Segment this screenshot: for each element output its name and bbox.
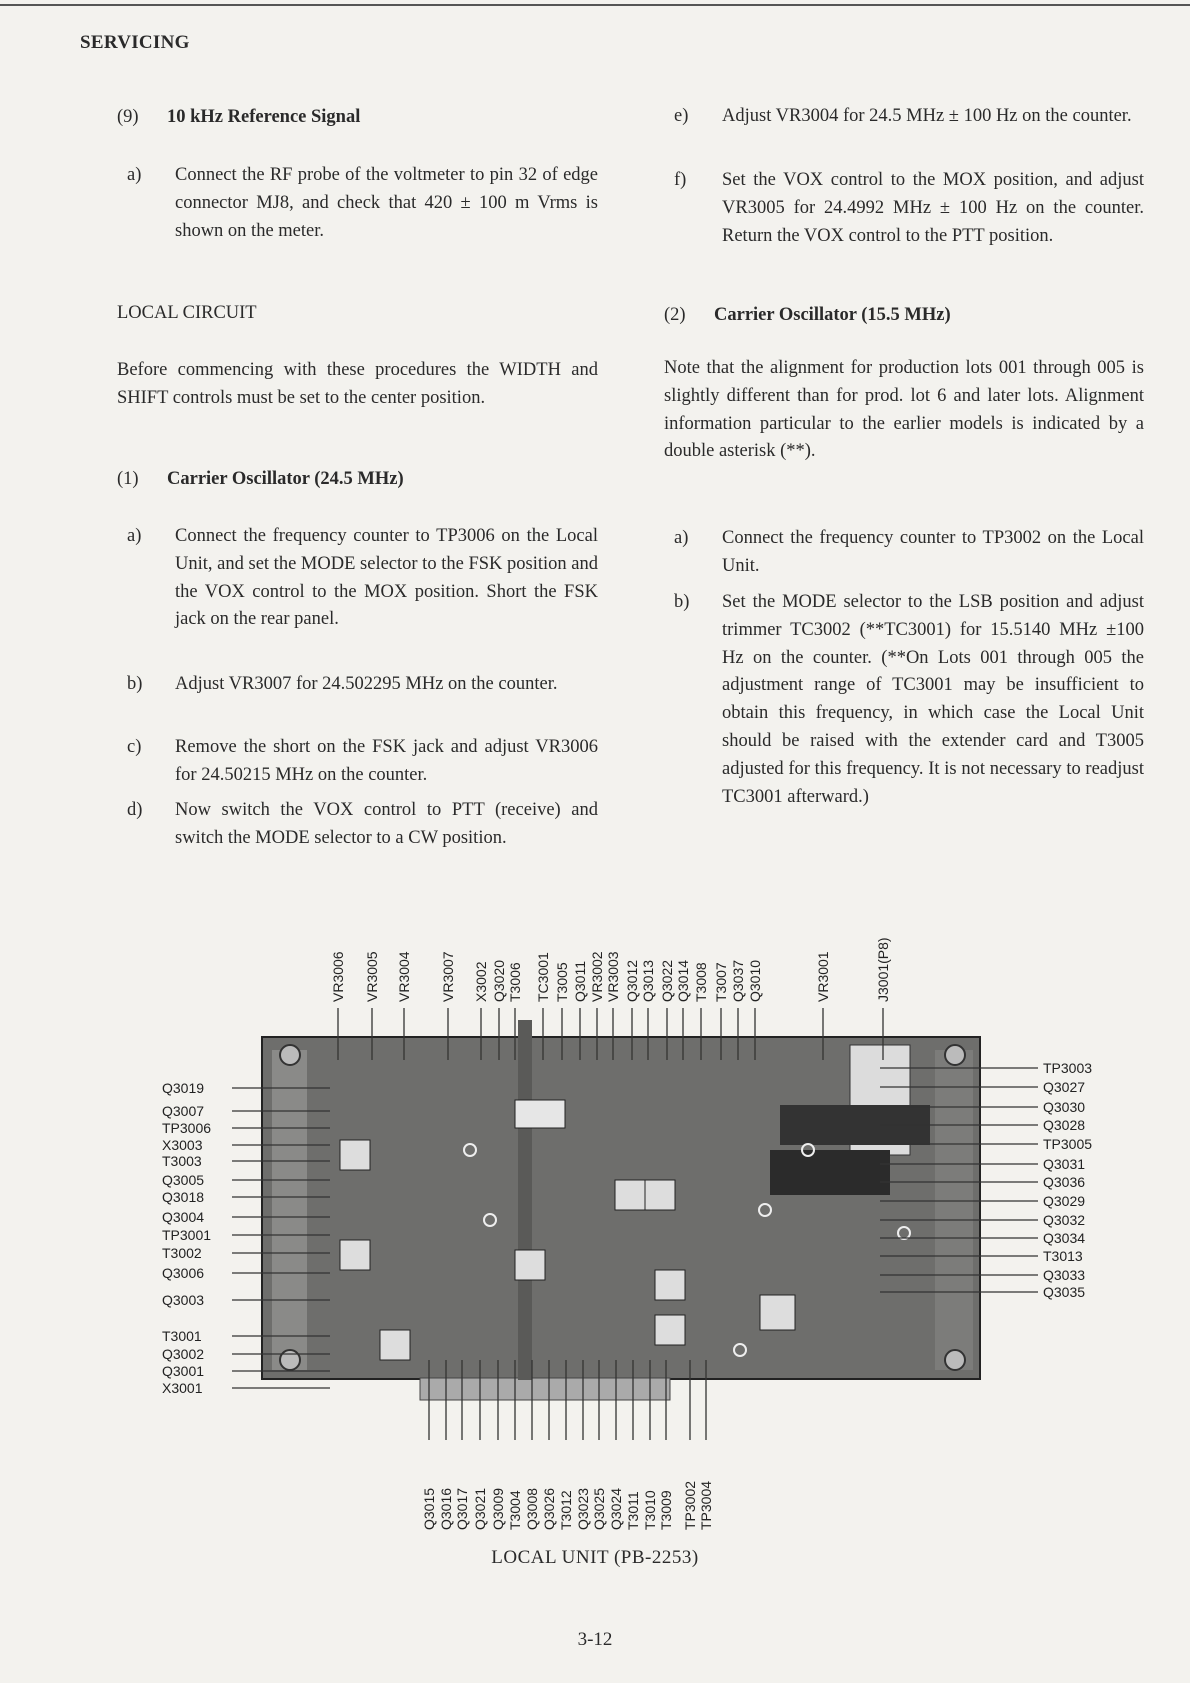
component-label: Q3007 xyxy=(162,1103,205,1119)
step-1b xyxy=(127,671,598,727)
component-label: T3012 xyxy=(558,1490,574,1530)
component-label: Q3011 xyxy=(572,961,588,1002)
component-label: T3008 xyxy=(693,962,709,1002)
step-2a xyxy=(674,525,1144,581)
component-label: Q3001 xyxy=(162,1363,205,1379)
component-label: Q3030 xyxy=(1043,1099,1086,1115)
step-1a xyxy=(127,523,598,663)
section-2-title: Carrier Oscillator (15.5 MHz) xyxy=(714,305,951,325)
step-9a xyxy=(127,162,598,246)
step-text: Remove the short on the FSK jack and adjust VR3006 for 24.50215 MHz on the counter. xyxy=(175,737,598,785)
step-label: b) xyxy=(127,674,143,694)
top-rule xyxy=(0,4,1190,6)
component-label: Q3026 xyxy=(541,1487,557,1530)
component-label: Q3033 xyxy=(1043,1267,1086,1283)
component-label: T3002 xyxy=(162,1245,202,1261)
component-label: Q3014 xyxy=(675,959,691,1002)
component-label: Q3025 xyxy=(591,1487,607,1530)
step-1c xyxy=(127,734,598,790)
component-label: Q3018 xyxy=(162,1189,205,1205)
component-label: J3001(P8) xyxy=(875,937,891,1002)
section-1-title: Carrier Oscillator (24.5 MHz) xyxy=(167,469,404,489)
component-label: X3001 xyxy=(162,1380,203,1396)
component-label: Q3024 xyxy=(608,1487,624,1530)
component-label: TP3003 xyxy=(1043,1060,1093,1076)
step-label: e) xyxy=(674,106,689,126)
component-label: Q3008 xyxy=(524,1487,540,1530)
component-label: X3002 xyxy=(473,961,489,1002)
component-label: Q3002 xyxy=(162,1346,205,1362)
component-label: T3005 xyxy=(554,962,570,1002)
page-header: SERVICING xyxy=(80,32,190,53)
component-label: Q3003 xyxy=(162,1292,205,1308)
component-label: TC3001 xyxy=(535,952,551,1002)
section-9-number: (9) xyxy=(117,107,139,127)
component-label: VR3004 xyxy=(396,951,412,1002)
component-label: X3003 xyxy=(162,1137,203,1153)
step-label: c) xyxy=(127,737,142,757)
component-label: Q3017 xyxy=(454,1487,470,1530)
section-2-intro: Note that the alignment for production lots 001 through 005 is slightly different than for prod. lot 6 and later lots. Alignment information particular to the earlier models is indicated by a double asterisk (**). xyxy=(664,358,1144,462)
component-label: Q3027 xyxy=(1043,1079,1086,1095)
component-label: Q3032 xyxy=(1043,1212,1086,1228)
component-label: VR3003 xyxy=(605,951,621,1002)
step-text: Adjust VR3007 for 24.502295 MHz on the counter. xyxy=(175,674,558,694)
component-label: Q3006 xyxy=(162,1265,205,1281)
component-label: VR3007 xyxy=(440,951,456,1002)
local-unit-board-diagram xyxy=(0,840,1190,1540)
step-label: a) xyxy=(674,528,689,548)
component-label: Q3022 xyxy=(659,959,675,1002)
component-label: Q3029 xyxy=(1043,1193,1086,1209)
page-number: 3-12 xyxy=(577,1629,613,1650)
component-label: T3007 xyxy=(713,962,729,1002)
component-label: TP3005 xyxy=(1043,1136,1093,1152)
component-label: Q3009 xyxy=(490,1487,506,1530)
component-label: Q3015 xyxy=(421,1487,437,1530)
section-2-number: (2) xyxy=(664,305,686,325)
component-label: Q3028 xyxy=(1043,1117,1086,1133)
component-label: T3004 xyxy=(507,1490,523,1530)
component-label: Q3037 xyxy=(730,959,746,1002)
step-label: d) xyxy=(127,800,143,820)
component-label: T3010 xyxy=(642,1490,658,1530)
component-label: Q3016 xyxy=(438,1487,454,1530)
component-label: VR3005 xyxy=(364,951,380,1002)
component-label: Q3023 xyxy=(575,1487,591,1530)
component-label: TP3006 xyxy=(162,1120,212,1136)
component-label: Q3005 xyxy=(162,1172,205,1188)
section-1-heading xyxy=(117,469,404,490)
component-label: T3001 xyxy=(162,1328,202,1344)
component-label: T3013 xyxy=(1043,1248,1083,1264)
step-text: Now switch the VOX control to PTT (receive) and switch the MODE selector to a CW position. xyxy=(175,800,598,848)
component-label: Q3020 xyxy=(491,959,507,1002)
component-label: Q3036 xyxy=(1043,1174,1086,1190)
step-label: a) xyxy=(127,526,142,546)
component-label: Q3012 xyxy=(624,959,640,1002)
step-text: Connect the frequency counter to TP3002 on the Local Unit. xyxy=(722,528,1144,576)
component-label: Q3013 xyxy=(640,959,656,1002)
component-label: VR3001 xyxy=(815,951,831,1002)
component-label: Q3034 xyxy=(1043,1230,1086,1246)
component-label: Q3021 xyxy=(472,1487,488,1530)
section-1-number: (1) xyxy=(117,469,139,489)
step-text: Set the MODE selector to the LSB position and adjust trimmer TC3002 (**TC3001) for 15.5140 MHz ±100 Hz on the counter. (**On Lots 001 through 005 the adjustment range of TC3001 may be insufficient to obtain this frequency, in which case the Local Unit should be raised with the extender card and T3005 adjusted for this frequency. It is not necessary to readjust TC3001 afterward.) xyxy=(722,592,1144,807)
step-text: Set the VOX control to the MOX position, and adjust VR3005 for 24.4992 MHz ± 100 Hz on the counter. Return the VOX control to the PTT position. xyxy=(722,170,1144,246)
section-9-heading xyxy=(117,107,360,128)
step-label: b) xyxy=(674,592,690,612)
pcb-photo xyxy=(262,1020,980,1400)
step-text: Connect the frequency counter to TP3006 on the Local Unit, and set the MODE selector to the FSK position and the VOX control to the MOX position. Short the FSK jack on the rear panel. xyxy=(175,526,598,630)
step-1f xyxy=(674,167,1144,279)
step-text: Adjust VR3004 for 24.5 MHz ± 100 Hz on the counter. xyxy=(722,106,1132,126)
section-2-heading xyxy=(664,305,951,326)
component-label: T3009 xyxy=(658,1490,674,1530)
section-9-title: 10 kHz Reference Signal xyxy=(167,107,361,127)
figure-caption: LOCAL UNIT (PB-2253) xyxy=(491,1547,699,1568)
step-2b xyxy=(674,589,1144,839)
step-label: a) xyxy=(127,165,142,185)
local-circuit-heading: LOCAL CIRCUIT xyxy=(117,303,257,323)
step-1e xyxy=(674,103,1144,159)
component-label: TP3002 xyxy=(682,1480,698,1530)
component-label: Q3035 xyxy=(1043,1284,1086,1300)
component-label: TP3001 xyxy=(162,1227,212,1243)
component-label: TP3004 xyxy=(698,1480,714,1530)
step-label: f) xyxy=(674,170,687,190)
component-label: T3003 xyxy=(162,1153,202,1169)
component-label: Q3019 xyxy=(162,1080,205,1096)
component-label: Q3004 xyxy=(162,1209,205,1225)
step-text: Connect the RF probe of the voltmeter to pin 32 of edge connector MJ8, and check that 420 ± 100 m Vrms is shown on the meter. xyxy=(175,165,598,241)
component-label: VR3002 xyxy=(589,951,605,1002)
component-label: Q3010 xyxy=(747,959,763,1002)
component-label: T3011 xyxy=(625,1491,641,1530)
component-label: Q3031 xyxy=(1043,1156,1086,1172)
component-label: VR3006 xyxy=(330,951,346,1002)
component-label: T3006 xyxy=(507,962,523,1002)
local-circuit-intro: Before commencing with these procedures the WIDTH and SHIFT controls must be set to the center position. xyxy=(117,360,598,408)
